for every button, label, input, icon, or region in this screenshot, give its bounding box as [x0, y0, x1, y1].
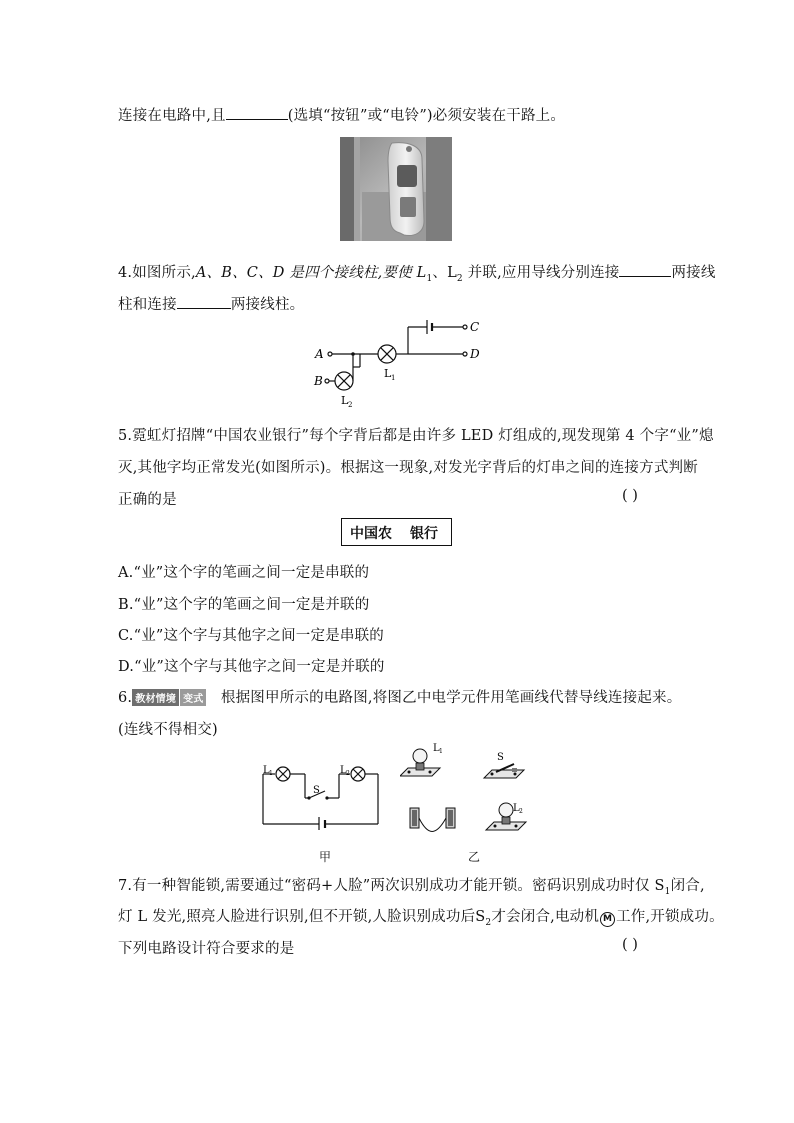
- components-yi: [400, 740, 530, 840]
- q4-text: A、B、C、D 是四个接线柱,要使 L: [195, 265, 427, 281]
- q5-option-b: B.“业”这个字的笔画之间一定是并联的: [118, 597, 370, 613]
- q7-text: 7.有一种智能锁,需要通过“密码+人脸”两次识别成功才能开锁。密码识别成功时仅 S: [118, 878, 665, 894]
- lamp-l2-sub: 2: [348, 401, 353, 409]
- yi-l1-sub: 1: [439, 748, 443, 755]
- q4-sub: 2: [456, 273, 463, 284]
- q3-text-a: 连接在电路中,且: [118, 108, 226, 124]
- jia-l2-label: L: [340, 765, 347, 776]
- q7-sub: 1: [664, 886, 671, 897]
- q3-text-b: (选填“按钮”或“电铃”)必须安装在干路上。: [287, 108, 566, 124]
- q6-line1: [118, 686, 681, 707]
- q5-option-a: A.“业”这个字的笔画之间一定是串联的: [118, 565, 370, 581]
- bank-sign-right: 银行: [410, 526, 438, 542]
- q5-line1: 5.霓虹灯招牌“中国农业银行”每个字背后都是由许多 LED 灯组成的,现发现第 4 个字“业”熄: [118, 428, 714, 444]
- q6-number: 6.: [118, 690, 133, 706]
- textbook-context-tag: 教材情境: [132, 689, 179, 706]
- variant-tag: 变式: [180, 689, 206, 706]
- yi-switch-label: S: [497, 752, 504, 763]
- yi-switch: [484, 764, 524, 778]
- q3-blank: [226, 107, 288, 120]
- q4-blank-1: [619, 264, 671, 277]
- q4-text: 两接线柱。: [230, 297, 305, 313]
- caption-yi: 乙: [468, 850, 481, 864]
- q4-circuit-diagram: [305, 315, 495, 413]
- bank-sign-left: 中国农: [350, 526, 392, 542]
- q4-line2: [118, 293, 304, 314]
- q6-text: 根据图甲所示的电路图,将图乙中电学元件用笔画线代替导线连接起来。: [220, 690, 682, 706]
- lamp-l1-label: L: [384, 367, 392, 380]
- q4-text: 并联,应用导线分别连接: [462, 265, 620, 281]
- terminal-a-label: A: [315, 347, 324, 361]
- q7-text: 闭合,: [670, 878, 705, 894]
- lamp-l2-label: L: [341, 394, 349, 407]
- q5-option-d: D.“业”这个字与其他字之间一定是并联的: [118, 659, 385, 675]
- q4-text: 4.如图所示,: [118, 265, 196, 281]
- q7-sub: 2: [485, 917, 492, 928]
- q4-blank-2: [177, 296, 231, 309]
- lamp-l1-sub: 1: [391, 374, 396, 382]
- terminal-d-label: D: [470, 347, 480, 361]
- yi-l2-sub: 2: [519, 808, 523, 815]
- terminal-c-label: C: [470, 320, 480, 334]
- q5-option-c: C.“业”这个字与其他字之间一定是串联的: [118, 628, 385, 644]
- jia-l1-label: L: [263, 765, 270, 776]
- jia-l1-sub: 1: [269, 770, 273, 777]
- q4-line1: [118, 261, 716, 284]
- q7-line2: [118, 905, 724, 928]
- doorbell-photo: [340, 137, 452, 241]
- q3-line: [118, 104, 565, 125]
- q4-text: 柱和连接: [118, 297, 177, 313]
- yi-l1-label: L: [433, 743, 440, 754]
- yi-l2-label: L: [513, 803, 520, 814]
- q4-text: 两接线: [671, 265, 716, 281]
- jia-switch-label: S: [313, 785, 320, 796]
- q7-line1: [118, 874, 705, 897]
- bank-sign: [341, 518, 452, 546]
- q7-text: 才会闭合,电动机: [491, 909, 600, 925]
- yi-battery: [410, 808, 455, 832]
- q7-answer-paren: ( ): [622, 937, 638, 953]
- q7-line3: 下列电路设计符合要求的是: [118, 941, 295, 957]
- q6-line2: (连线不得相交): [118, 722, 218, 738]
- q4-sub: 1: [426, 273, 433, 284]
- q5-line2: 灭,其他字均正常发光(如图所示)。根据这一现象,对发光字背后的灯串之间的连接方式判断: [118, 460, 698, 476]
- q5-line3: 正确的是: [118, 492, 177, 508]
- motor-symbol: M: [600, 912, 615, 927]
- terminal-b-label: B: [314, 374, 323, 388]
- q7-text: 工作,开锁成功。: [616, 909, 724, 925]
- q4-text: 、L: [432, 265, 457, 281]
- q7-text: 灯 L 发光,照亮人脸进行识别,但不开锁,人脸识别成功后S: [118, 909, 486, 925]
- caption-jia: 甲: [319, 850, 332, 864]
- jia-l2-sub: 2: [346, 770, 350, 777]
- circuit-diagram-jia: [255, 760, 385, 830]
- q5-answer-paren: ( ): [622, 488, 638, 504]
